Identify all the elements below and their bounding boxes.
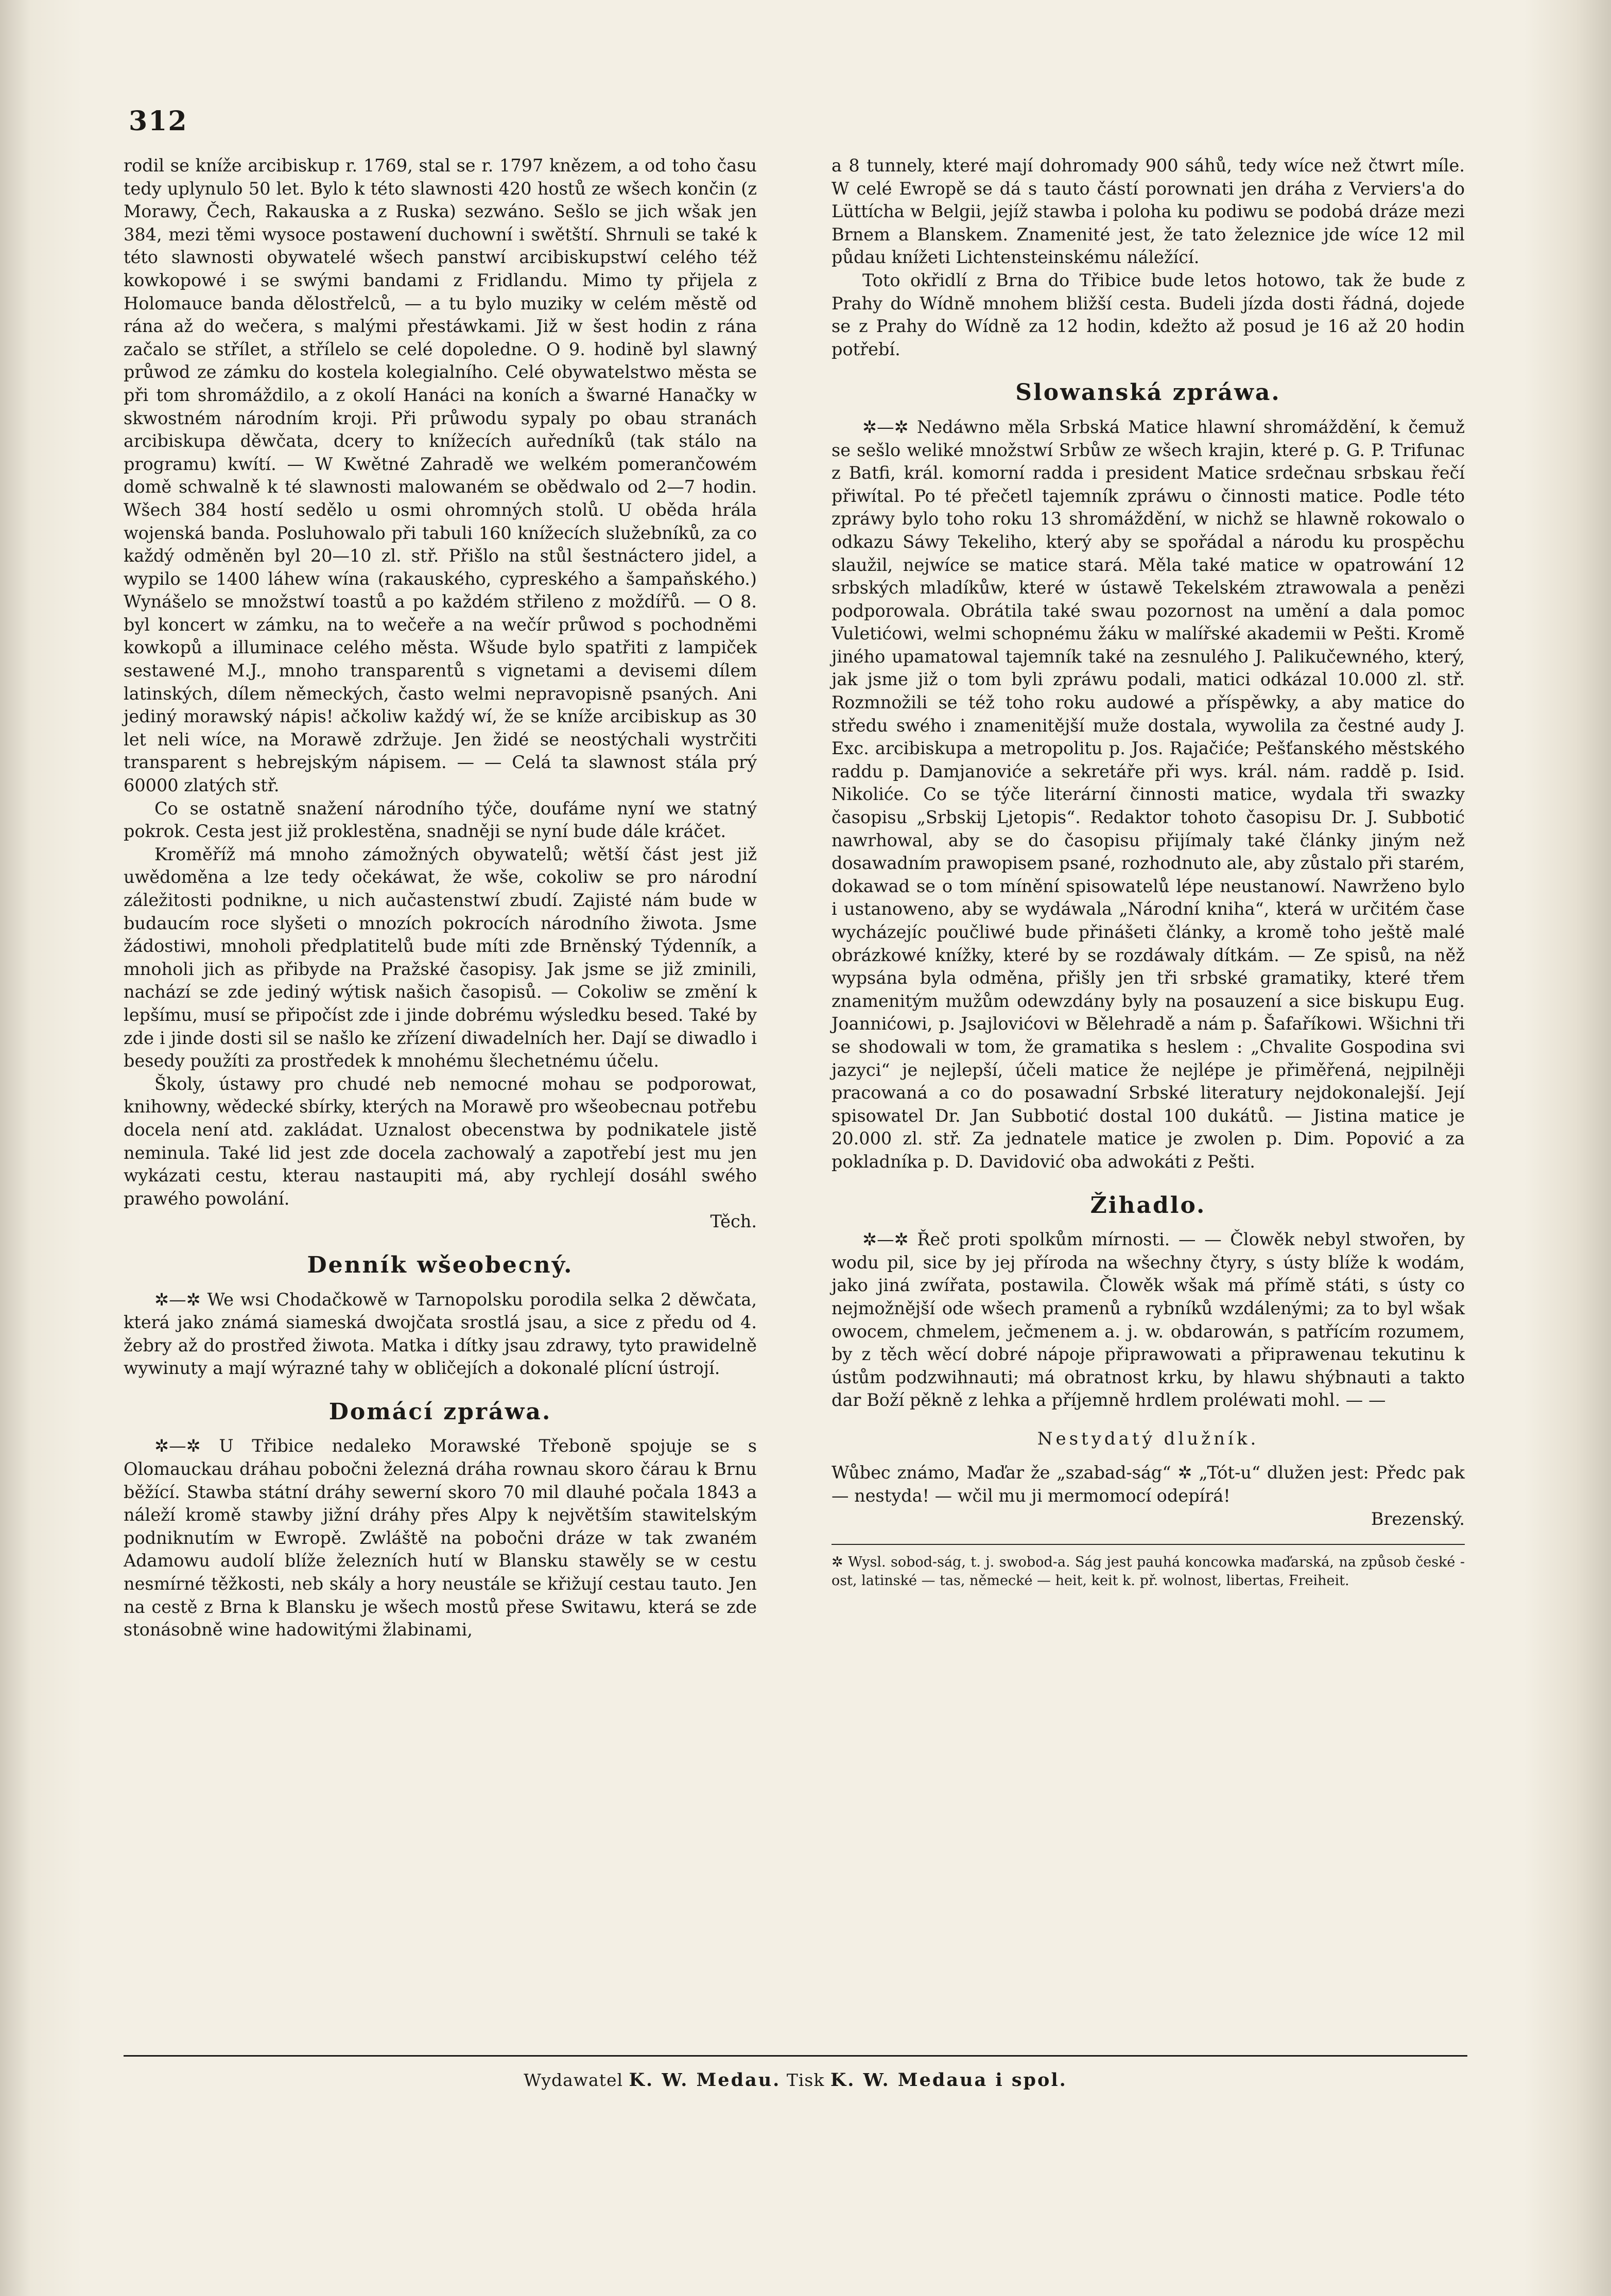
- right-column: [832, 154, 1465, 1590]
- footnote: ✲ Wysl. sobod-ság, t. j. swobod-a. Ság jest pauhá koncowka maďarská, na způsob české - ost, latinské — tas, německé — heit, keit k. př. wolnost, libertas, Freiheit.: [832, 1544, 1465, 1590]
- imprint-printer: K. W. Medaua i spol.: [830, 2069, 1067, 2091]
- imprint-rule-top: [124, 2055, 1467, 2057]
- article-paragraph: ✲—✲ Řeč proti spolkům mírnosti. — — Člowěk nebyl stwořen, by wodu pil, sice by jej příroda na wšechny čtyry, s ústy blíže k wodám, jako jiná zwířata, postawila. Člowěk wšak má přímě státi, s ústy co nejmožnější ode wšech pramenů a rybníků wzdálenými; za to byl wšak owocem, chmelem, ječmenem a. j. w. obdarowán, s patřícím rozumem, by z těch wěcí dobré nápoje připrawowati a připrawenau tekutinu k ústům podzwihnauti; má obratnost krku, by hlawu shýbnauti a takto dar Boží pěkně z lehka a příjemně hrdlem proléwati mohl. — —: [832, 1229, 1465, 1411]
- signature: Brezenský.: [1371, 1508, 1465, 1529]
- article-paragraph: rodil se kníže arcibiskup r. 1769, stal se r. 1797 knězem, a od toho času tedy uplynulo 50 let. Bylo k této slawnosti 420 hostů ze wšech končin (z Morawy, Čech, Rakauska a z Ruska) sezwáno. Sešlo se jich wšak jen 384, mezi těmi wysoce postawení duchowní i swětští. Shrnuli se také k této slawnosti obywatelé wšech panstwí arcibiskupstwí celého též kowkopowé i se swými bandami z Fridlandu. Mimo ty přijela z Holomauce banda dělostřelců, — a tu bylo muziky w celém městě od rána až do wečera, s malými přestáwkami. Již w šest hodin z rána začalo se střílet, a střílelo se celé dopoledne. O 9. hodině byl slawný průwod ze zámku do kostela kolegialního. Celé obywatelstwo města se při tom shromáždilo, a z okolí Hanáci na koních a šwarné Hanačky w skwostném národním kroji. Při průwodu sypaly po obau stranách arcibiskupa děwčata, dcery to knížecích auředníků (tak stálo na programu) kwítí. — W Kwětné Zahradě we welkém pomerančowém domě schwalně k té slawnosti malowaném se obědwalo od 2—7 hodin. Wšech 384 hostí sedělo u osmi ohromných stolů. U oběda hrála wojenská banda. Posluhowalo při tabuli 160 knížecích služebníků, za co každý odměněn byl 20—10 zl. stř. Přišlo na stůl šestnáctero jidel, a wypilo se 1400 láhew wína (rakauského, cypreského a šampaňského.) Wynášelo se množstwí toastů a po každém střileno z moždířů. — O 8. byl koncert w zámku, na to wečeře a na wečír průwod s pochodněmi kowkopů a illuminace celého města. Wšude bylo spatřiti z lampiček sestawené M.J., mnoho transparentů s vignetami a devisemi dílem latinských, dílem německých, často welmi nepravopisně psaných. Ani jediný morawský nápis! ačkoliw každý wí, že se kníže arcibiskup as 30 let neli wíce, na Morawě zdržuje. Jen židé se neostýchali wystrčiti transparent s hebrejským nápisem. — — Celá ta slawnost stála prý 60000 zlatých stř.: [124, 155, 757, 796]
- article-paragraph: a 8 tunnely, které mají dohromady 900 sáhů, tedy wíce než čtwrt míle. W celé Ewropě se dá s tauto částí porownati jen dráha z Verviers'a do Lüttícha w Belgii, jejíž stawba i poloha ku podiwu se podobá dráze mezi Brnem a Blanskem. Znamenité jest, že tato železnice jde wíce 12 mil půdau knížeti Lichtensteinskému náležící.: [832, 155, 1465, 268]
- imprint-prefix: Wydawatel: [524, 2070, 623, 2090]
- imprint-print-prefix: Tisk: [786, 2070, 825, 2090]
- signature: Těch.: [710, 1211, 757, 1232]
- poem-text: Wůbec známo, Maďar že „szabad-ság“ ✲ „Tót-u“ dlužen jest: Předc pak — nestyda! — wčil mu ji mermomocí odepírá!: [832, 1463, 1465, 1506]
- section-heading-domaci: Domácí zpráwa.: [328, 1398, 552, 1425]
- article-paragraph: Co se ostatně snažení národního týče, doufáme nyní we statný pokrok. Cesta jest již proklestěna, snadněji se nyní bude dále kráčet.: [124, 798, 757, 842]
- column-divider: [803, 154, 804, 2008]
- poem-title: Nestydatý dlužník.: [1037, 1428, 1259, 1449]
- article-paragraph: Toto okřidlí z Brna do Třibice bude letos hotowo, tak že bude z Prahy do Wídně mnohem bližší cesta. Budeli jízda dosti řádná, dojede se z Prahy do Wídně za 12 hodin, kdežto až posud je 16 až 20 hodin potřebí.: [832, 270, 1465, 359]
- page-number: 312: [129, 106, 188, 137]
- article-paragraph: Kroměříž má mnoho zámožných obywatelů; wětší část jest již uwědoměna a lze tedy očekáwat, že wše, cokoliw se pro národní záležitosti podnikne, u nich aučastenstwí zbudí. Zajisté nám bude w budaucím roce slyšeti o mnozích pokrocích národního žiwota. Jsme žádostiwi, mnoholi předplatitelů bude míti zde Brněnský Týdenník, a mnoholi jich as přibyde na Pražské časopisy. Jak jsme se již zminili, nachází se zde jediný wýtisk našich časopisů. — Cokoliw se změní k lepšímu, musí se připočíst zde i jinde dobrému wýsledku besed. Také by zde i jinde dosti sil se našlo ke zřízení diwadelních her. Dají se diwadlo i besedy použíti za prostředek k mnohému šlechetnému účelu.: [124, 844, 757, 1071]
- section-heading-dennik: Denník wšeobecný.: [307, 1251, 574, 1278]
- section-heading-zihadlo: Žihadlo.: [1090, 1192, 1206, 1219]
- imprint-line: [124, 2069, 1467, 2091]
- article-paragraph: Školy, ústawy pro chudé neb nemocné mohau se podporowat, knihowny, wědecké sbírky, kterých na Morawě pro wšeobecnau potřebu docela není atd. zakládat. Uznalost obecenstwa by podnikatele jistě neminula. Také lid jest zde docela zachowalý a zapotřebí jest mu jen wykázati cestu, kterau nastaupiti má, aby rychlejí dosáhl swého prawého powolání.: [124, 1073, 757, 1209]
- left-column: [124, 154, 757, 1642]
- article-paragraph: ✲—✲ We wsi Chodačkowě w Tarnopolsku porodila selka 2 děwčata, která jako známá siameská dwojčata srostlá jsau, a sice z předu od 4. žebry až do prostřed žiwota. Matka i dítky jsau zdrawy, tyto prawidelně wywinuty a mají wýrazné tahy w obličejích a dokonalé plícní ústrojí.: [124, 1289, 757, 1379]
- imprint-publisher: K. W. Medau.: [629, 2069, 781, 2091]
- section-heading-slowanska: Slowanská zpráwa.: [1015, 379, 1281, 406]
- article-paragraph: ✲—✲ Nedáwno měla Srbská Matice hlawní shromáždění, k čemuž se sešlo weliké množstwí Srbůw ze wšech krajin, které p. G. P. Trifunac z Batfi, král. komorní radda i president Matice srdečnau srbskau řečí přiwítal. Po té přečetl tajemník zpráwu o činnosti matice. Podle této zpráwy bylo toho roku 13 shromáždění, w nichž se hlawně rokowalo o odkazu Sáwy Tekeliho, který aby se spořádal a národu ku prospěchu slaužil, nejwíce se matice stará. Měla také matice w opatrowání 12 srbských mladíkůw, které w ústawě Tekelském ztrawowala a penězi podporowala. Obrátila také swau pozornost na umění a dala pomoc Vuletićowi, welmi schopnému žáku w malířské akademii w Pešti. Kromě jiného upamatowal tajemník také na zesnulého J. Palikučewného, který, jak jsme již o tom byli zpráwu podali, matici odkázal 10.000 zl. stř. Rozmnožili se též toho roku audowé a příspěwky, a aby matice do středu swého i znamenitější muže dostala, wywolila za čestné audy J. Exc. arcibiskupa a metropolitu p. Jos. Rajačiće; Pešťanského městského raddu p. Damjanoviće a sekretáře při wys. král. nám. raddě p. Isid. Nikoliće. Co se týče literární činnosti matice, wydala tři swazky časopisu „Srbskij Ljetopis“. Redaktor tohoto časopisu Dr. J. Subbotić nawrhowal, aby se do časopisu přijímaly také články jiným než dosawadním prawopisem psané, rozhodnuto ale, aby zůstalo při starém, dokawad se o tom mínění spisowatelů lépe neustanowí. Nawrženo bylo i ustanoweno, aby se wydáwala „Národní kniha“, která w určitém čase wycházejíc poučliwé bude přinášeti články, a kromě toho ještě malé obrázkowé knížky, které by se rozdáwaly dítkám. — Ze spisů, na něž wypsána byla odměna, přišly jen tři srbské gramatiky, které třem znamenitým mužům odewzdány byly na posauzení a sice biskupu Eug. Joannićowi, p. Jsajlovićovi w Bělehradě a nám p. Šafaříkowi. Wšichni tři se shodowali w tom, že gramatika s heslem : „Chvalite Gospodina svi jazyci“ je nejlepší, účeli matice že nejlépe je přiměřená, nejpilněji pracowaná a co do posawadní Srbské literatury nejdokonalejší. Její spisowatel Dr. Jan Subbotić dostal 100 dukátů. — Jistina matice je 20.000 zl. stř. Za jednatele matice je zwolen p. Dim. Popović a za pokladníka p. D. Davidović oba adwokáti z Pešti.: [832, 416, 1465, 1172]
- article-paragraph: ✲—✲ U Třibice nedaleko Morawské Třebonĕ spojuje se s Olomauckau dráhau pobočni železná dráha rownau skoro čárau k Brnu běžící. Stawba státní dráhy sewerní skoro 70 mil dlauhé počala 1843 a náleží kromě stawby jižní dráhy přes Alpy k největším stawitelským podniknutím w Ewropě. Zwláště na pobočni dráze w tak zwaném Adamowu audolí blíže železních hutí w Blansku stawěly se w cestu nesmírné těžkosti, neb skály a hory neustále se křižují cestau tauto. Jen na cestě z Brna k Blansku je wšech mostů přese Switawu, která se zde stonásobně wine hadowitými žlabinami,: [124, 1436, 757, 1640]
